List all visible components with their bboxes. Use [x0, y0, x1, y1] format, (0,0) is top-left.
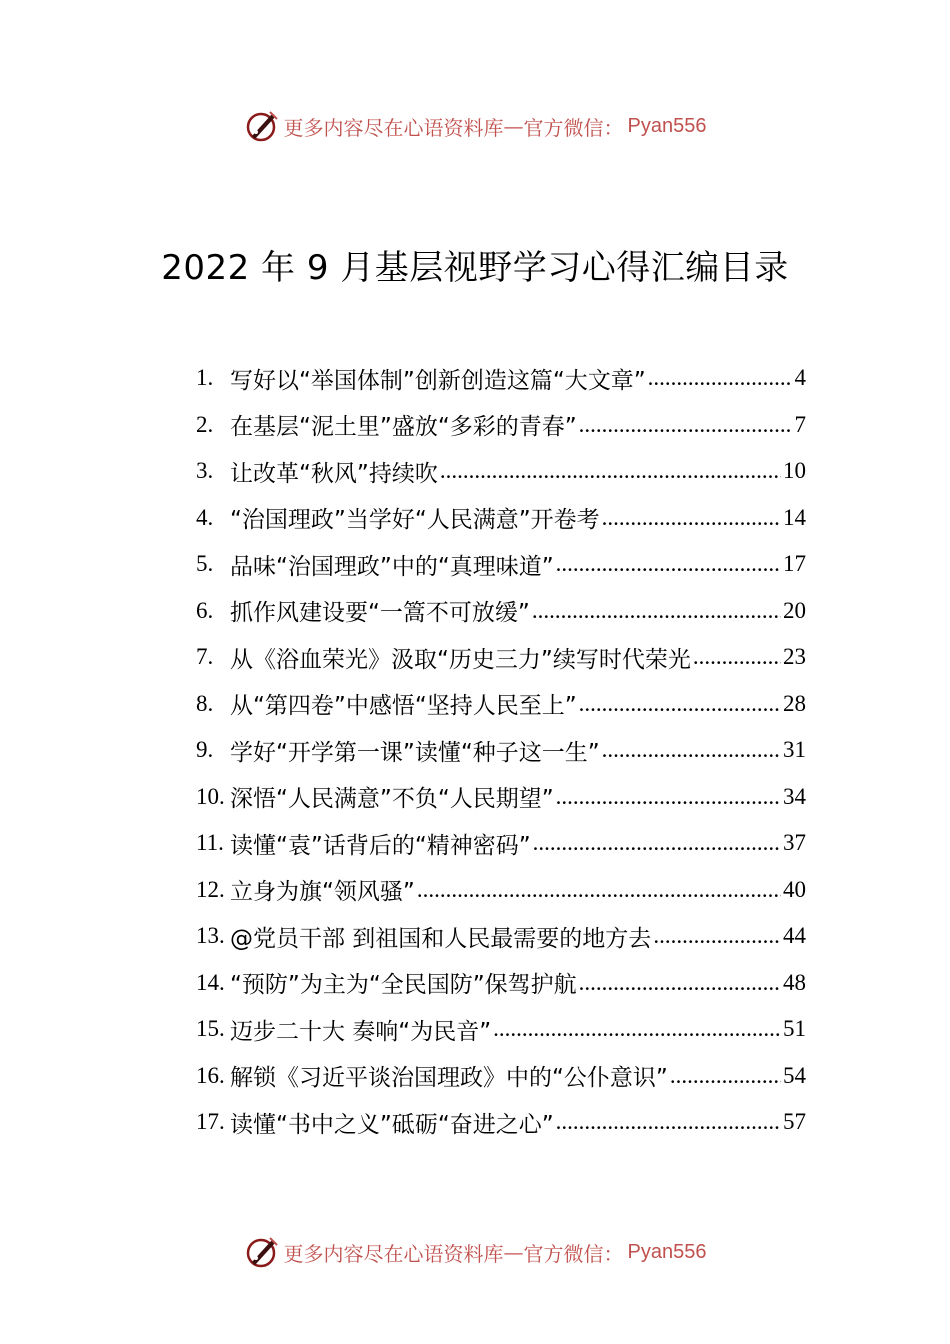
toc-entry-7[interactable] [196, 634, 806, 681]
toc-page-number: 48 [783, 969, 806, 995]
toc-page-number: 54 [783, 1062, 806, 1088]
toc-page-number: 14 [783, 504, 806, 530]
toc-leader-dots [670, 1063, 781, 1089]
banner-dash: — [503, 1240, 524, 1264]
banner-brand-text: 更多内容尽在心语资料库 [283, 1241, 504, 1266]
toc-number: 6. [196, 597, 214, 623]
toc-title: 写好以“举国体制”创新创造这篇“大文章” [230, 367, 646, 394]
toc-title: 从“第四卷”中感悟“坚持人民至上” [230, 693, 577, 720]
toc-leader-dots [556, 1109, 781, 1135]
toc-entry-6[interactable] [196, 588, 806, 635]
toc-title: 读懂“书中之义”砥砺“奋进之心” [230, 1111, 554, 1138]
toc-page-number: 28 [783, 690, 806, 716]
toc-entry-11[interactable] [196, 820, 806, 867]
toc-page-number: 37 [783, 830, 806, 856]
toc-entry-15[interactable] [196, 1006, 806, 1053]
toc-entry-3[interactable] [196, 448, 806, 495]
toc-number: 15. [196, 1016, 225, 1042]
banner-wechat-id: Pyan556 [627, 114, 707, 137]
pen-logo-icon [244, 1234, 280, 1270]
toc-entry-5[interactable] [196, 541, 806, 588]
toc-leader-dots [579, 412, 793, 438]
toc-entry-12[interactable] [196, 867, 806, 914]
toc-leader-dots [602, 737, 781, 763]
toc-leader-dots [579, 970, 781, 996]
toc-number: 1. [196, 365, 214, 391]
toc-entry-4[interactable] [196, 495, 806, 542]
toc-title: 读懂“袁”话背后的“精神密码” [230, 832, 531, 859]
toc-leader-dots [440, 458, 781, 484]
toc-entry-2[interactable] [196, 402, 806, 449]
toc-entry-1[interactable] [196, 355, 806, 402]
toc-title: 在基层“泥土里”盛放“多彩的青春” [230, 414, 577, 441]
toc-number: 4. [196, 504, 214, 530]
toc-page-number: 51 [783, 1016, 806, 1042]
toc-number: 9. [196, 737, 214, 763]
toc-number: 17. [196, 1109, 225, 1135]
toc-title: 让改革“秋风”持续吹 [230, 460, 438, 487]
toc-leader-dots [493, 1016, 781, 1042]
toc-entry-14[interactable] [196, 960, 806, 1007]
toc-page-number: 10 [783, 458, 806, 484]
toc-title: “预防”为主为“全民国防”保驾护航 [230, 972, 577, 999]
toc-leader-dots [693, 644, 781, 670]
toc-number: 14. [196, 969, 225, 995]
toc-page-number: 7 [794, 411, 806, 437]
toc-entry-16[interactable] [196, 1053, 806, 1100]
banner-wechat-label: 官方微信： [523, 115, 624, 140]
banner-brand-text: 更多内容尽在心语资料库 [283, 115, 504, 140]
toc-number: 2. [196, 411, 214, 437]
toc-title: @党员干部 到祖国和人民最需要的地方去 [230, 925, 652, 952]
toc-leader-dots [533, 830, 781, 856]
toc-number: 5. [196, 551, 214, 577]
pen-logo-icon [244, 108, 280, 144]
table-of-contents [196, 355, 806, 1146]
toc-number: 7. [196, 644, 214, 670]
toc-entry-10[interactable] [196, 774, 806, 821]
toc-title: 迈步二十大 奏响“为民音” [230, 1018, 492, 1045]
banner-wechat-id: Pyan556 [627, 1240, 707, 1263]
toc-title: 解锁《习近平谈治国理政》中的“公仆意识” [230, 1065, 668, 1092]
toc-leader-dots [648, 365, 793, 391]
toc-title: 深悟“人民满意”不负“人民期望” [230, 786, 554, 813]
toc-title: 品味“治国理政”中的“真理味道” [230, 553, 554, 580]
toc-number: 16. [196, 1062, 225, 1088]
footer-watermark-banner [0, 1232, 950, 1272]
toc-number: 13. [196, 923, 225, 949]
toc-page-number: 4 [794, 365, 806, 391]
toc-page-number: 57 [783, 1109, 806, 1135]
toc-title: “治国理政”当学好“人民满意”开卷考 [230, 507, 600, 534]
toc-page-number: 44 [783, 923, 806, 949]
toc-page-number: 17 [783, 551, 806, 577]
toc-leader-dots [653, 923, 781, 949]
toc-page-number: 31 [783, 737, 806, 763]
toc-leader-dots [579, 691, 781, 717]
toc-entry-17[interactable] [196, 1099, 806, 1146]
banner-dash: — [503, 114, 524, 138]
toc-title: 学好“开学第一课”读懂“种子这一生” [230, 739, 600, 766]
toc-page-number: 40 [783, 876, 806, 902]
toc-leader-dots [417, 877, 781, 903]
toc-page-number: 34 [783, 783, 806, 809]
toc-page-number: 20 [783, 597, 806, 623]
toc-number: 12. [196, 876, 225, 902]
toc-title: 从《浴血荣光》汲取“历史三力”续写时代荣光 [230, 646, 691, 673]
toc-leader-dots [556, 551, 781, 577]
toc-number: 11. [196, 830, 224, 856]
toc-entry-13[interactable] [196, 913, 806, 960]
header-watermark-banner [0, 106, 950, 146]
toc-number: 10. [196, 783, 225, 809]
toc-page-number: 23 [783, 644, 806, 670]
toc-entry-9[interactable] [196, 727, 806, 774]
toc-title: 立身为旗“领风骚” [230, 879, 415, 906]
banner-wechat-label: 官方微信： [523, 1241, 624, 1266]
toc-leader-dots [556, 784, 781, 810]
toc-leader-dots [602, 505, 781, 531]
toc-leader-dots [532, 598, 781, 624]
toc-number: 8. [196, 690, 214, 716]
toc-entry-8[interactable] [196, 681, 806, 728]
toc-number: 3. [196, 458, 214, 484]
document-title: 2022 年 9 月基层视野学习心得汇编目录 [161, 248, 789, 288]
toc-title: 抓作风建设要“一篙不可放缓” [230, 600, 530, 627]
